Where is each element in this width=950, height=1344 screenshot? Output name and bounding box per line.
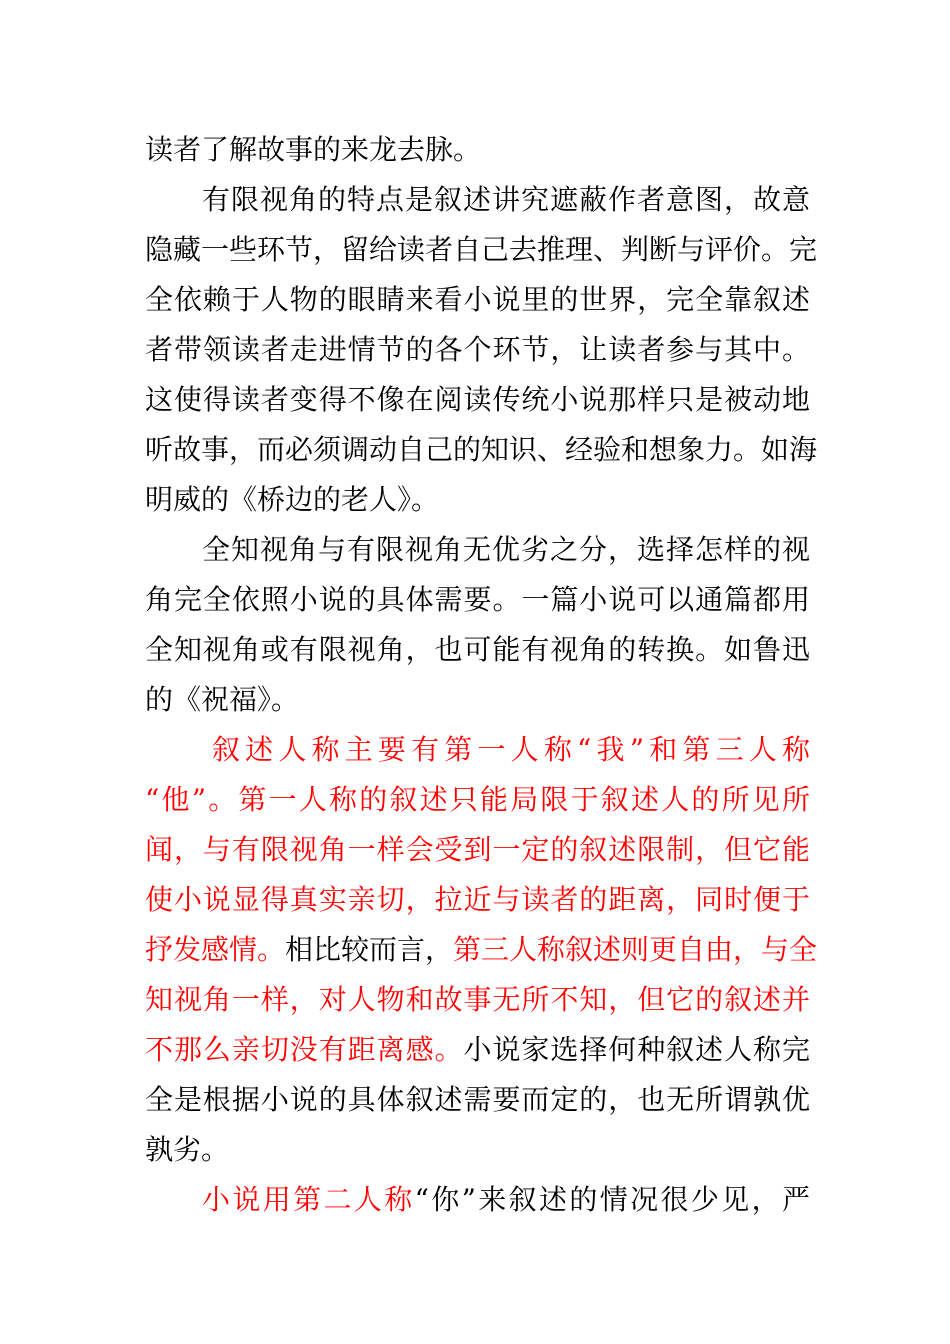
text-line (212, 728, 810, 772)
text-segment: 角完全依照小说的具体需要。一篇小说可以通篇都用 (145, 583, 810, 616)
text-line (145, 1028, 810, 1072)
highlighted-text-segment: 第三人称叙述则更自由，与全 (453, 933, 818, 966)
highlighted-text-segment: “他”。第一人称的叙述只能局限于叙述人的所见所 (145, 783, 810, 816)
text-segment: 相比较而言， (285, 933, 454, 966)
text-line (145, 128, 810, 172)
highlighted-text-segment: 闻，与有限视角一样会受到一定的叙述限制，但它能 (145, 833, 810, 866)
text-line (145, 628, 810, 672)
highlighted-text-segment: 知视角一样，对人物和故事无所不知，但它的叙述并 (145, 983, 810, 1016)
text-line (145, 328, 810, 372)
text-line (202, 178, 810, 222)
text-segment: 孰劣。 (145, 1133, 230, 1166)
highlighted-text-segment: 抒发感情。 (145, 933, 286, 966)
text-line (145, 578, 810, 622)
text-line (145, 828, 810, 872)
text-line (145, 978, 810, 1022)
text-segment: 听故事，而必须调动自己的知识、经验和想象力。如海 (145, 433, 818, 466)
highlighted-text-segment: 不那么亲切没有距离感。 (145, 1033, 464, 1066)
highlighted-text-segment: 叙述人称主要有第一人称“我”和第三人称 (212, 733, 810, 766)
text-segment: 有限视角的特点是叙述讲究遮蔽作者意图，故意 (202, 183, 810, 216)
text-segment: 读者了解故事的来龙去脉。 (145, 133, 482, 166)
text-segment: “你”来叙述的情况很少见，严 (414, 1183, 810, 1216)
text-line (145, 278, 810, 322)
text-segment: 的《祝福》。 (145, 683, 300, 716)
text-line (202, 1178, 810, 1222)
text-segment: 全依赖于人物的眼睛来看小说里的世界，完全靠叙述 (145, 283, 810, 316)
text-line (145, 478, 810, 522)
text-segment: 这使得读者变得不像在阅读传统小说那样只是被动地 (145, 383, 810, 416)
text-line (145, 228, 818, 272)
highlighted-text-segment: 小说用第二人称 (202, 1183, 415, 1216)
text-segment: 明威的《桥边的老人》。 (145, 483, 440, 516)
text-segment: 全知视角与有限视角无优劣之分，选择怎样的视 (202, 533, 810, 566)
text-segment: 隐藏一些环节，留给读者自己去推理、判断与评价。完 (145, 233, 818, 266)
text-line (145, 428, 818, 472)
text-line (202, 528, 810, 572)
text-segment: 全是根据小说的具体叙述需要而定的，也无所谓孰优 (145, 1083, 810, 1116)
text-line (145, 1078, 810, 1122)
text-segment: 者带领读者走进情节的各个环节，让读者参与其中。 (145, 333, 810, 366)
text-line (145, 1128, 810, 1172)
highlighted-text-segment: 使小说显得真实亲切，拉近与读者的距离，同时便于 (145, 883, 810, 916)
text-line (145, 778, 810, 822)
text-line (145, 678, 810, 722)
text-segment: 小说家选择何种叙述人称完 (463, 1033, 810, 1066)
text-line (145, 378, 810, 422)
text-line (145, 878, 810, 922)
text-segment: 全知视角或有限视角，也可能有视角的转换。如鲁迅 (145, 633, 810, 666)
text-line (145, 928, 818, 972)
